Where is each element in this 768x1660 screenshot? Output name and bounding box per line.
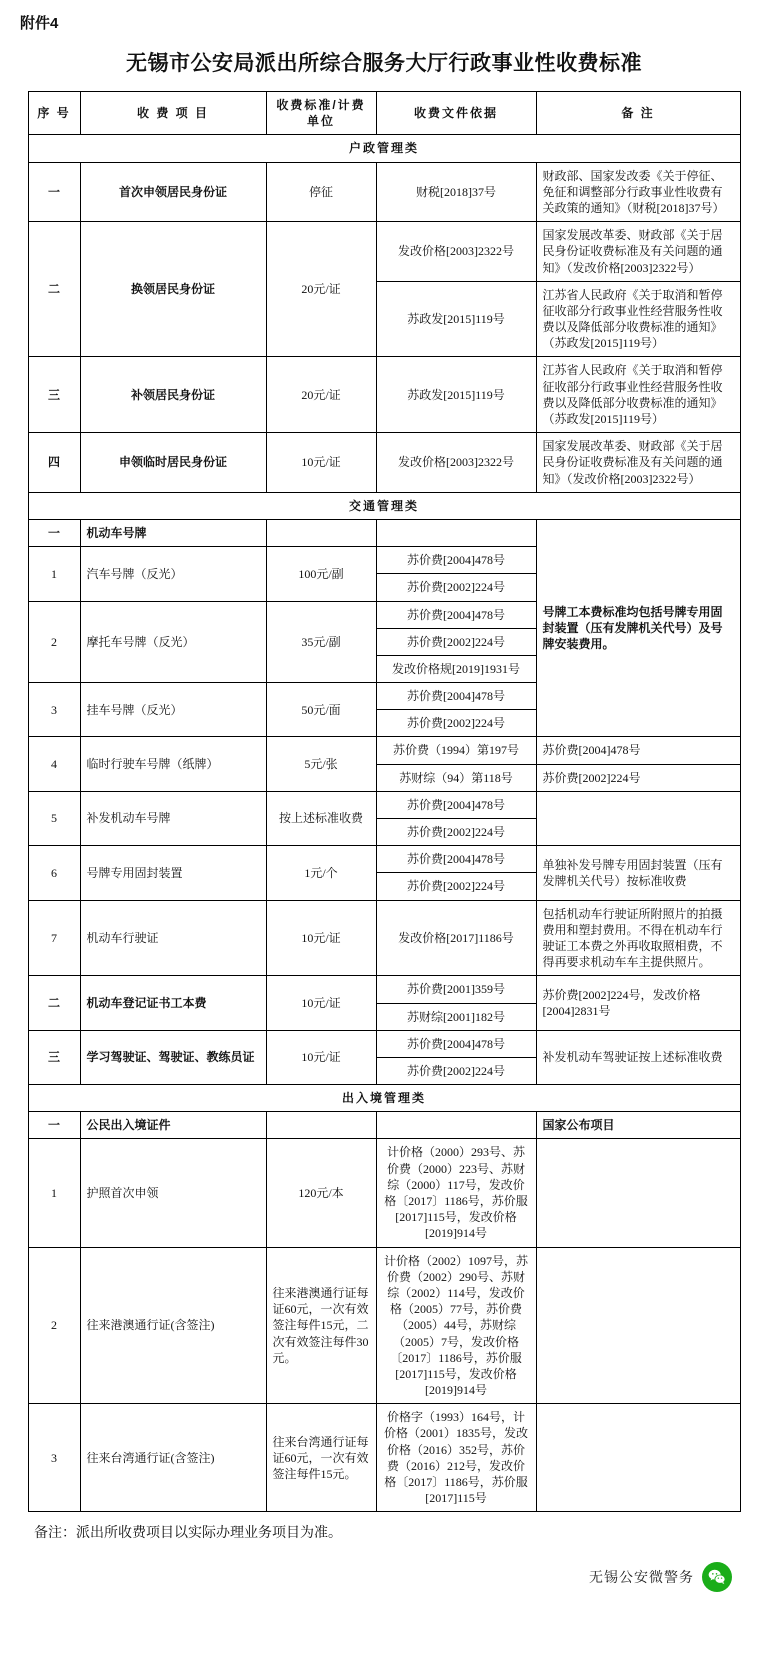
- section-header-traffic: [28, 492, 740, 519]
- column-header-index: 序 号: [28, 92, 80, 135]
- row-fee: 往来港澳通行证每证60元，一次有效签注每件15元，二次有效签注每件30元。: [266, 1247, 376, 1404]
- row-fee: 100元/副: [266, 547, 376, 601]
- row-fee: 停征: [266, 162, 376, 222]
- row-document: 财税[2018]37号: [376, 162, 536, 222]
- table-row: [28, 1247, 740, 1404]
- row-item: 挂车号牌（反光）: [80, 683, 266, 737]
- row-index: 4: [28, 737, 80, 791]
- row-remark: 江苏省人民政府《关于取消和暂停征收部分行政事业性经营服务性收费以及降低部分收费标准的通知》（苏政发[2015]119号）: [536, 281, 740, 357]
- row-fee: 120元/本: [266, 1139, 376, 1247]
- wechat-icon: [702, 1562, 732, 1592]
- section-title: 户政管理类: [28, 135, 740, 162]
- row-document: [376, 1112, 536, 1139]
- table-row: [28, 976, 740, 1003]
- row-remark: 国家发展改革委、财政部《关于居民身份证收费标准及有关问题的通知》（发改价格[2003]2322号）: [536, 433, 740, 493]
- row-index: 1: [28, 1139, 80, 1247]
- row-document: 苏价费[2001]359号: [376, 976, 536, 1003]
- row-fee: 10元/证: [266, 900, 376, 976]
- page-title: 无锡市公安局派出所综合服务大厅行政事业性收费标准: [126, 52, 642, 75]
- row-index: 7: [28, 900, 80, 976]
- row-index: 6: [28, 846, 80, 900]
- row-item: 公民出入境证件: [80, 1112, 266, 1139]
- row-item: 汽车号牌（反光）: [80, 547, 266, 601]
- row-item: 机动车号牌: [80, 519, 266, 546]
- row-remark: 国家公布项目: [536, 1112, 740, 1139]
- row-item: 机动车登记证书工本费: [80, 976, 266, 1030]
- row-fee: 20元/证: [266, 357, 376, 433]
- column-header-fee: 收费标准/计费单位: [266, 92, 376, 135]
- row-document: [376, 519, 536, 546]
- column-header-remark: 备 注: [536, 92, 740, 135]
- row-index: 二: [28, 976, 80, 1030]
- row-remark: 国家发展改革委、财政部《关于居民身份证收费标准及有关问题的通知》（发改价格[2003]2322号）: [536, 222, 740, 282]
- table-row: [28, 1030, 740, 1057]
- row-document: 苏价费[2004]478号: [376, 1030, 536, 1057]
- row-document: 苏价费[2002]224号: [376, 819, 536, 846]
- row-remark: 江苏省人民政府《关于取消和暂停征收部分行政事业性经营服务性收费以及降低部分收费标准的通知》（苏政发[2015]119号）: [536, 357, 740, 433]
- row-remark: 财政部、国家发改委《关于停征、免征和调整部分行政事业性收费有关政策的通知》（财税[2018]37号）: [536, 162, 740, 222]
- row-document: 苏价费[2004]478号: [376, 846, 536, 873]
- row-document: 苏价费（1994）第197号: [376, 737, 536, 764]
- row-item: 首次申领居民身份证: [80, 162, 266, 222]
- row-document: 发改价格[2003]2322号: [376, 433, 536, 493]
- footnote: 备注：派出所收费项目以实际办理业务项目为准。: [34, 1526, 342, 1542]
- row-document: 苏价费[2004]478号: [376, 683, 536, 710]
- row-document: 计价格（2000）293号、苏价费（2000）223号、苏财综（2000）117号，发改价格〔2017〕1186号，苏价服[2017]115号，发改价格[2019]914号: [376, 1139, 536, 1247]
- page-footer: [18, 1544, 750, 1602]
- row-fee: 20元/证: [266, 222, 376, 357]
- row-index: 一: [28, 519, 80, 546]
- row-fee: 10元/证: [266, 1030, 376, 1084]
- row-index: 四: [28, 433, 80, 493]
- row-fee: 5元/张: [266, 737, 376, 791]
- row-remark: 苏价费[2004]478号: [536, 737, 740, 764]
- row-document: 发改价格[2003]2322号: [376, 222, 536, 282]
- row-item: 机动车行驶证: [80, 900, 266, 976]
- row-index: 2: [28, 601, 80, 683]
- row-index: 一: [28, 162, 80, 222]
- row-document: 苏财综（94）第118号: [376, 764, 536, 791]
- row-remark: [536, 1404, 740, 1512]
- row-fee: 10元/证: [266, 976, 376, 1030]
- row-document: 苏价费[2004]478号: [376, 601, 536, 628]
- row-document: 苏价费[2002]224号: [376, 574, 536, 601]
- column-header-item: 收 费 项 目: [80, 92, 266, 135]
- row-item: 补发机动车号牌: [80, 791, 266, 845]
- row-index: 3: [28, 1404, 80, 1512]
- fee-standard-table: [28, 91, 741, 1512]
- row-document: 发改价格规[2019]1931号: [376, 655, 536, 682]
- row-item: 往来港澳通行证(含签注): [80, 1247, 266, 1404]
- row-index: 2: [28, 1247, 80, 1404]
- row-document: 价格字（1993）164号，计价格（2001）1835号，发改价格（2016）352号，苏价费（2016）212号，发改价格〔2017〕1186号，苏价服[2017]115号: [376, 1404, 536, 1512]
- table-row: [28, 791, 740, 818]
- row-item: 号牌专用固封装置: [80, 846, 266, 900]
- table-row: [28, 162, 740, 222]
- row-index: 3: [28, 683, 80, 737]
- row-item: 申领临时居民身份证: [80, 433, 266, 493]
- row-remark: 包括机动车行驶证所附照片的拍摄费用和塑封费用。不得在机动车行驶证工本费之外再收取照相费，不得再要求机动车车主提供照片。: [536, 900, 740, 976]
- row-remark: [536, 1247, 740, 1404]
- row-item: 往来台湾通行证(含签注): [80, 1404, 266, 1512]
- table-row: [28, 357, 740, 433]
- row-item: 换领居民身份证: [80, 222, 266, 357]
- row-document: 苏价费[2002]224号: [376, 710, 536, 737]
- section-title: 出入境管理类: [28, 1085, 740, 1112]
- row-document: 苏政发[2015]119号: [376, 281, 536, 357]
- row-document: 苏价费[2002]224号: [376, 628, 536, 655]
- row-index: 一: [28, 1112, 80, 1139]
- section-title: 交通管理类: [28, 492, 740, 519]
- row-fee: 按上述标准收费: [266, 791, 376, 845]
- row-item: 补领居民身份证: [80, 357, 266, 433]
- row-index: 三: [28, 1030, 80, 1084]
- row-index: 5: [28, 791, 80, 845]
- row-fee: 50元/面: [266, 683, 376, 737]
- row-document: 苏政发[2015]119号: [376, 357, 536, 433]
- row-index: 三: [28, 357, 80, 433]
- row-item: 摩托车号牌（反光）: [80, 601, 266, 683]
- row-document: 苏价费[2004]478号: [376, 547, 536, 574]
- table-row: [28, 1404, 740, 1512]
- section-header-household: [28, 135, 740, 162]
- column-header-document: 收费文件依据: [376, 92, 536, 135]
- row-fee: [266, 1112, 376, 1139]
- row-item: 学习驾驶证、驾驶证、教练员证: [80, 1030, 266, 1084]
- row-fee: 10元/证: [266, 433, 376, 493]
- row-remark: 号牌工本费标准均包括号牌专用固封装置（压有发牌机关代号）及号牌安装费用。: [536, 519, 740, 737]
- wechat-account: [589, 1562, 732, 1592]
- row-index: 1: [28, 547, 80, 601]
- row-fee: [266, 519, 376, 546]
- wechat-account-label: 无锡公安微警务: [589, 1569, 694, 1586]
- table-row: [28, 433, 740, 493]
- table-row: [28, 737, 740, 764]
- section-header-exit-entry: [28, 1085, 740, 1112]
- table-row: [28, 1112, 740, 1139]
- row-remark: [536, 791, 740, 845]
- row-fee: 往来台湾通行证每证60元，一次有效签注每件15元。: [266, 1404, 376, 1512]
- table-row: [28, 900, 740, 976]
- row-remark: [536, 1139, 740, 1247]
- attachment-label: 附件4: [20, 15, 59, 32]
- row-fee: 1元/个: [266, 846, 376, 900]
- table-row: [28, 519, 740, 546]
- row-remark: 苏价费[2002]224号，发改价格[2004]2831号: [536, 976, 740, 1030]
- row-item: 护照首次申领: [80, 1139, 266, 1247]
- row-document: 苏价费[2002]224号: [376, 873, 536, 900]
- table-header-row: [28, 92, 740, 135]
- row-remark: 苏价费[2002]224号: [536, 764, 740, 791]
- row-item: 临时行驶车号牌（纸牌）: [80, 737, 266, 791]
- table-row: [28, 1139, 740, 1247]
- table-row: [28, 222, 740, 282]
- row-fee: 35元/副: [266, 601, 376, 683]
- table-row: [28, 846, 740, 873]
- row-document: 苏价费[2002]224号: [376, 1057, 536, 1084]
- row-document: 苏财综[2001]182号: [376, 1003, 536, 1030]
- row-document: 计价格（2002）1097号，苏价费（2002）290号、苏财综（2002）114号，发改价格（2005）77号，苏价费（2005）44号，苏财综（2005）7号，发改价格〔2017〕1186号，苏价服[2017]115号，发改价格[2019]914号: [376, 1247, 536, 1404]
- row-document: 发改价格[2017]1186号: [376, 900, 536, 976]
- row-index: 二: [28, 222, 80, 357]
- row-remark: 补发机动车驾驶证按上述标准收费: [536, 1030, 740, 1084]
- row-document: 苏价费[2004]478号: [376, 791, 536, 818]
- row-remark: 单独补发号牌专用固封装置（压有发牌机关代号）按标准收费: [536, 846, 740, 900]
